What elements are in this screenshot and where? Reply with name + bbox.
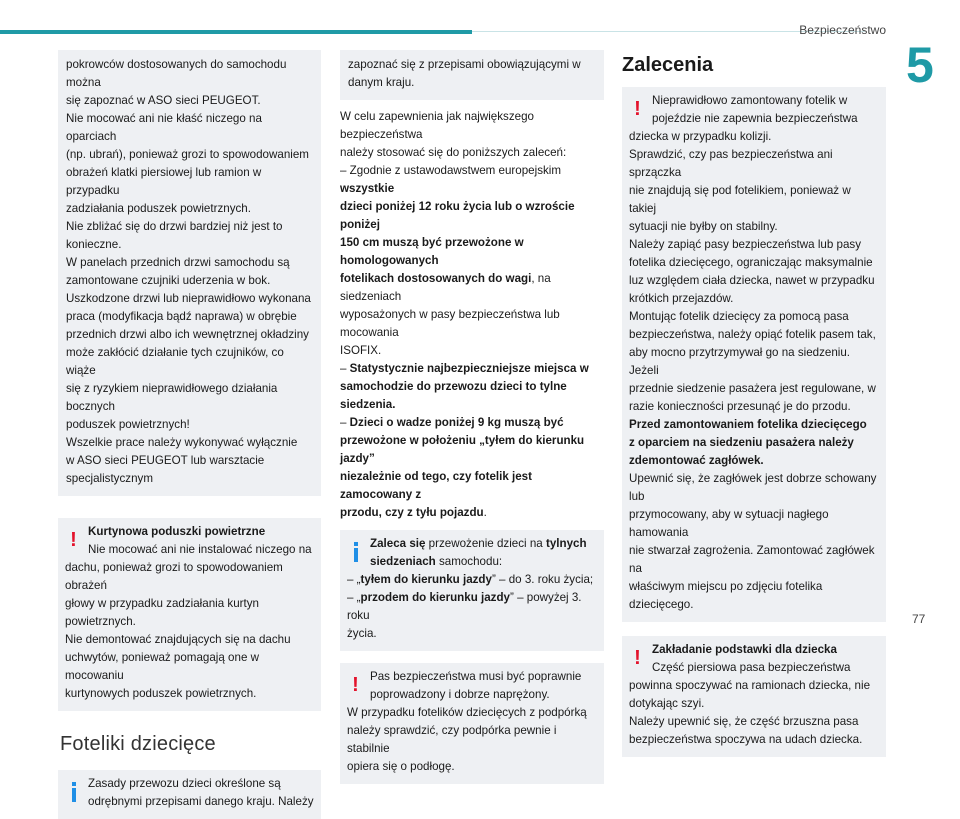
text-line: Nie mocować ani nie kłaść niczego na oparciach bbox=[66, 112, 262, 143]
warning-body bbox=[65, 559, 314, 703]
text-line: poprowadzony i dobrze naprężony. bbox=[370, 688, 550, 701]
text-line: dziecka w przypadku kolizji. bbox=[629, 130, 772, 143]
text-line: krótkich przejazdów. bbox=[629, 292, 734, 305]
text-line: przednich drzwi albo ich wewnętrznej okładziny bbox=[66, 328, 309, 341]
text-line: razie konieczności przesunąć je do przodu. bbox=[629, 400, 851, 413]
text-line: zadziałania poduszek powietrznych. bbox=[66, 202, 251, 215]
warning-box-seat-belt bbox=[340, 663, 604, 784]
text-line: dachu, ponieważ grozi to spowodowaniem obrażeń bbox=[65, 561, 283, 592]
header-accent-bar bbox=[0, 30, 472, 34]
column-3 bbox=[622, 50, 886, 757]
text-line: (np. ubrań), ponieważ grozi to spowodowaniem bbox=[66, 148, 309, 161]
text-line: Uszkodzone drzwi lub nieprawidłowo wykonana bbox=[66, 292, 311, 305]
text-line: opiera się o podłogę. bbox=[347, 760, 455, 773]
text-line: konieczne. bbox=[66, 238, 122, 251]
note-box-continued bbox=[58, 50, 321, 496]
warning-box-curtain-airbags bbox=[58, 518, 321, 711]
text-line: Nie mocować ani nie instalować niczego na bbox=[88, 543, 312, 556]
text-line: – Statystycznie najbezpieczniejsze miejsca w bbox=[340, 362, 589, 375]
warning-title: Kurtynowa poduszki powietrzne bbox=[88, 525, 266, 538]
text-line: – Zgodnie z ustawodawstwem europejskim wszystkie bbox=[340, 164, 562, 195]
column-1 bbox=[58, 50, 321, 819]
text-line: Wszelkie prace należy wykonywać wyłącznie bbox=[66, 436, 298, 449]
warning-exclamation-icon: ! bbox=[634, 647, 641, 669]
text-line: Upewnić się, że zagłówek jest dobrze schowany lub bbox=[629, 472, 877, 503]
text-line: pokrowców dostosowanych do samochodu można bbox=[66, 58, 287, 89]
text-line: poduszek powietrznych! bbox=[66, 418, 190, 431]
text-line: Pas bezpieczeństwa musi być poprawnie bbox=[370, 670, 582, 683]
text-line: właściwym miejscu po zdjęciu fotelika dziecięcego. bbox=[629, 580, 823, 611]
text-line: nie znajdują się pod fotelikiem, ponieważ w takiej bbox=[629, 184, 851, 215]
text-line: kurtynowych poduszek powietrznych. bbox=[65, 687, 257, 700]
warning-exclamation-icon: ! bbox=[70, 529, 77, 551]
text-line: życia. bbox=[347, 627, 377, 640]
text-line: Nie zbliżać się do drzwi bardziej niż jest to bbox=[66, 220, 283, 233]
text-line: Sprawdzić, czy pas bezpieczeństwa ani sprzączka bbox=[629, 148, 833, 179]
info-box-regulations bbox=[58, 770, 321, 819]
warning-title: Zakładanie podstawki dla dziecka bbox=[652, 643, 837, 656]
text-line: głowy w przypadku zadziałania kurtyn powietrznych. bbox=[65, 597, 259, 628]
text-line: siedzeniach samochodu: bbox=[370, 555, 503, 568]
subheading-child-seats: Foteliki dziecięce bbox=[60, 733, 216, 755]
text-line: specjalistycznym bbox=[66, 472, 153, 485]
text-line: fotelika dziecięcego, ograniczając maksymalnie bbox=[629, 256, 873, 269]
text-line: Nie demontować znajdujących się na dachu bbox=[65, 633, 291, 646]
section-title: Bezpieczeństwo bbox=[799, 23, 886, 37]
text-line: powinna spoczywać na ramionach dziecka, nie bbox=[629, 679, 871, 692]
text-line: zamontowane czujniki uderzenia w bok. bbox=[66, 274, 271, 287]
heading-recommendations: Zalecenia bbox=[622, 54, 714, 76]
text-line: nie stwarzał zagrożenia. Zamontować zagłówek na bbox=[629, 544, 875, 575]
info-body bbox=[347, 571, 597, 643]
text-line: zapoznać się z przepisami obowiązującymi w bbox=[348, 58, 581, 71]
text-line: zdemontować zagłówek. bbox=[629, 454, 764, 467]
text-line: sytuacji nie byłby on stabilny. bbox=[629, 220, 778, 233]
text-line: – „przodem do kierunku jazdy” – powyżej 3. roku bbox=[347, 591, 582, 622]
text-line: przednie siedzenie pasażera jest regulowane, w bbox=[629, 382, 876, 395]
chapter-number: 5 bbox=[906, 37, 934, 93]
text-line: niezależnie od tego, czy fotelik jest zamocowany z bbox=[340, 470, 532, 501]
warning-exclamation-icon: ! bbox=[634, 98, 641, 120]
info-box-continued bbox=[340, 50, 604, 100]
text-line: Przed zamontowaniem fotelika dziecięcego bbox=[629, 418, 867, 431]
text-line: aby mocno przytrzymywał go na siedzeniu. Jeżeli bbox=[629, 346, 851, 377]
text-line: Część piersiowa pasa bezpieczeństwa bbox=[652, 661, 851, 674]
text-line: się zapoznać w ASO sieci PEUGEOT. bbox=[66, 94, 261, 107]
text-line: uchwytów, ponieważ pomagają one w mocowaniu bbox=[65, 651, 259, 682]
warning-exclamation-icon: ! bbox=[352, 674, 359, 696]
text-line: danym kraju. bbox=[348, 76, 415, 89]
warning-box-installation bbox=[622, 87, 886, 622]
text-line: się z ryzykiem nieprawidłowego działania bocznych bbox=[66, 382, 278, 413]
text-line: – „tyłem do kierunku jazdy” – do 3. roku życia; bbox=[347, 573, 594, 586]
text-line: Zaleca się przewożenie dzieci na tylnych bbox=[370, 537, 587, 550]
text-line: Zasady przewozu dzieci określone są bbox=[88, 777, 281, 790]
text-line: Należy upewnić się, że część brzuszna pasa bbox=[629, 715, 859, 728]
text-line: luz względem ciała dziecka, nawet w przypadku bbox=[629, 274, 875, 287]
page-number: 77 bbox=[912, 612, 926, 626]
text-line: dotykając szyi. bbox=[629, 697, 705, 710]
text-line: przymocowany, aby w sytuacji nagłego hamowania bbox=[629, 508, 829, 539]
text-line: ISOFIX. bbox=[340, 344, 382, 357]
text-line: fotelikach dostosowanych do wagi, na siedzeniach bbox=[340, 272, 551, 303]
text-line: należy sprawdzić, czy podpórka pewnie i stabilnie bbox=[347, 724, 557, 755]
text-line: w ASO sieci PEUGEOT lub warsztacie bbox=[66, 454, 265, 467]
recommendations-paragraph bbox=[340, 108, 604, 522]
text-line: dzieci poniżej 12 roku życia lub o wzroście poniżej bbox=[340, 200, 575, 231]
text-line: odrębnymi przepisami danego kraju. Należy bbox=[88, 795, 314, 808]
text-line: pojeździe nie zapewnia bezpieczeństwa bbox=[652, 112, 858, 125]
text-line: W celu zapewnienia jak największego bezpieczeństwa bbox=[340, 110, 534, 141]
info-icon bbox=[68, 782, 79, 802]
text-line: obrażeń klatki piersiowej lub ramion w przypadku bbox=[66, 166, 262, 197]
text-line: Nieprawidłowo zamontowany fotelik w bbox=[652, 94, 848, 107]
text-line: samochodzie do przewozu dzieci to tylne siedzenia. bbox=[340, 380, 567, 411]
text-line: Należy zapiąć pasy bezpieczeństwa lub pasy bbox=[629, 238, 861, 251]
text-line: W panelach przednich drzwi samochodu są bbox=[66, 256, 290, 269]
text-line: wyposażonych w pasy bezpieczeństwa lub mocowania bbox=[340, 308, 560, 339]
text-line: należy stosować się do poniższych zaleceń: bbox=[340, 146, 567, 159]
text-line: przodu, czy z tyłu pojazdu. bbox=[340, 506, 487, 519]
column-2 bbox=[340, 50, 604, 784]
text-line: 150 cm muszą być przewożone w homologowanych bbox=[340, 236, 524, 267]
text-line: bezpieczeństwa, należy opiąć fotelik pasem tak, bbox=[629, 328, 876, 341]
text-line: z oparciem na siedzeniu pasażera należy bbox=[629, 436, 854, 449]
text-line: bezpieczeństwa spoczywa na udach dziecka. bbox=[629, 733, 863, 746]
text-line: W przypadku fotelików dziecięcych z podpórką bbox=[347, 706, 587, 719]
info-box-rear-seats bbox=[340, 530, 604, 651]
warning-body bbox=[629, 128, 879, 614]
text-line: może zakłócić działanie tych czujników, co wiąże bbox=[66, 346, 284, 377]
text-line: przewożone w położeniu „tyłem do kierunku jazdy” bbox=[340, 434, 585, 465]
text-line: Montując fotelik dziecięcy za pomocą pasa bbox=[629, 310, 849, 323]
warning-body bbox=[629, 677, 879, 749]
text-line: – Dzieci o wadze poniżej 9 kg muszą być bbox=[340, 416, 564, 429]
warning-box-booster bbox=[622, 636, 886, 757]
info-icon bbox=[350, 542, 361, 562]
text-line: praca (modyfikacja bądź naprawa) w obrębie bbox=[66, 310, 297, 323]
warning-body bbox=[347, 704, 597, 776]
